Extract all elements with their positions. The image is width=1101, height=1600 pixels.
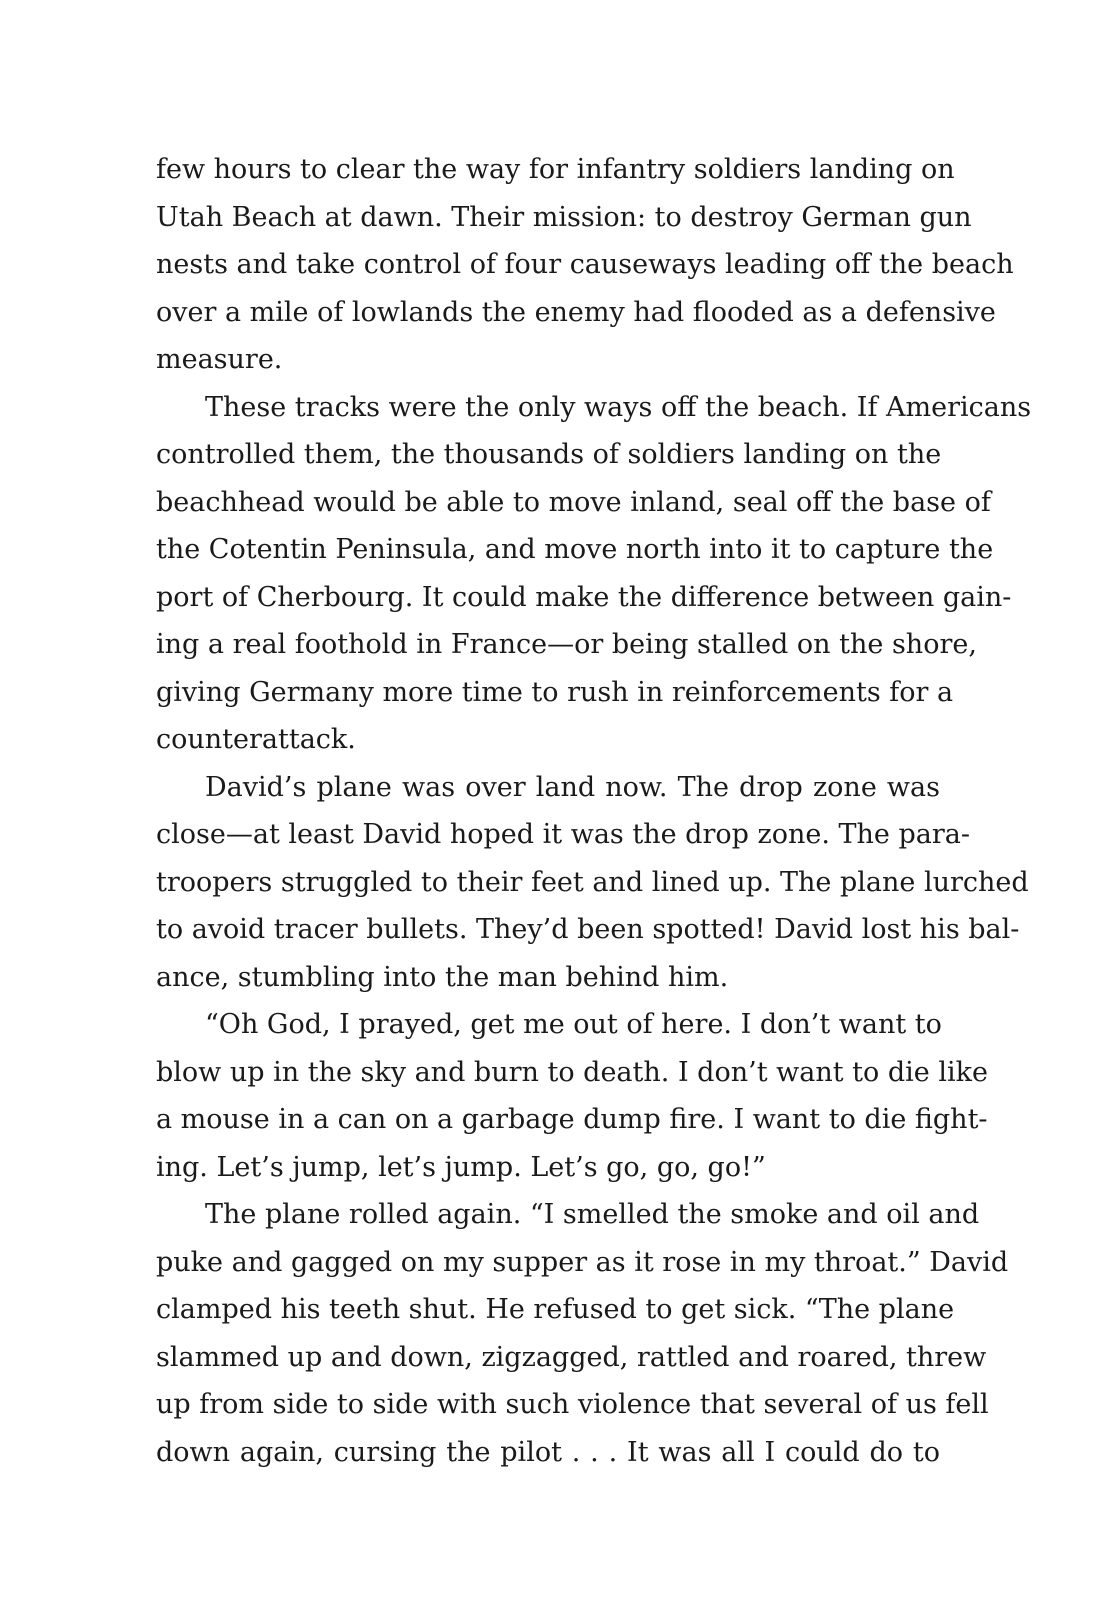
text-line: controlled them, the thousands of soldiers landing on the (156, 439, 942, 470)
text-line: blow up in the sky and burn to death. I don’t want to die like (156, 1056, 988, 1088)
paragraph-first-line: David’s plane was over land now. The drop zone was (205, 771, 940, 803)
text-line: beachhead would be able to move inland, seal off the base of (156, 486, 991, 518)
body-text (156, 146, 1032, 1476)
text-line: ance, stumbling into the man behind him. (156, 961, 729, 993)
text-line: slammed up and down, zigzagged, rattled and roared, threw (156, 1341, 987, 1373)
text-line: counterattack. (156, 724, 356, 755)
paragraph-first-line: “Oh God, I prayed, get me out of here. I don’t want to (205, 1009, 942, 1040)
text-line: ing a real foothold in France—or being stalled on the shore, (156, 629, 977, 660)
text-line: few hours to clear the way for infantry soldiers landing on (156, 154, 955, 185)
text-line: down again, cursing the pilot . . . It was all I could do to (156, 1436, 940, 1468)
text-line: to avoid tracer bullets. They’d been spotted! David lost his bal- (156, 914, 1020, 945)
text-line: up from side to side with such violence that several of us fell (156, 1389, 989, 1420)
text-line: the Cotentin Peninsula, and move north into it to capture the (156, 534, 994, 565)
paragraph-first-line: The plane rolled again. “I smelled the smoke and oil and (205, 1199, 980, 1230)
paragraph-first-line: These tracks were the only ways off the beach. If Americans (205, 391, 1032, 423)
text-line: clamped his teeth shut. He refused to get sick. “The plane (156, 1294, 955, 1325)
text-line: close—at least David hoped it was the drop zone. The para- (156, 819, 970, 850)
text-line: ing. Let’s jump, let’s jump. Let’s go, go, go!” (156, 1151, 766, 1183)
text-line: troopers struggled to their feet and lined up. The plane lurched (156, 866, 1029, 898)
text-line: giving Germany more time to rush in reinforcements for a (156, 676, 954, 708)
text-line: a mouse in a can on a garbage dump fire. I want to die fight- (156, 1104, 988, 1135)
text-line: over a mile of lowlands the enemy had flooded as a defensive (156, 296, 996, 328)
text-line: nests and take control of four causeways leading off the beach (156, 249, 1014, 280)
text-line: puke and gagged on my supper as it rose in my throat.” David (156, 1246, 1009, 1278)
text-line: Utah Beach at dawn. Their mission: to destroy German gun (156, 201, 972, 233)
text-line: measure. (156, 344, 283, 375)
text-line: port of Cherbourg. It could make the difference between gain- (156, 581, 1012, 613)
